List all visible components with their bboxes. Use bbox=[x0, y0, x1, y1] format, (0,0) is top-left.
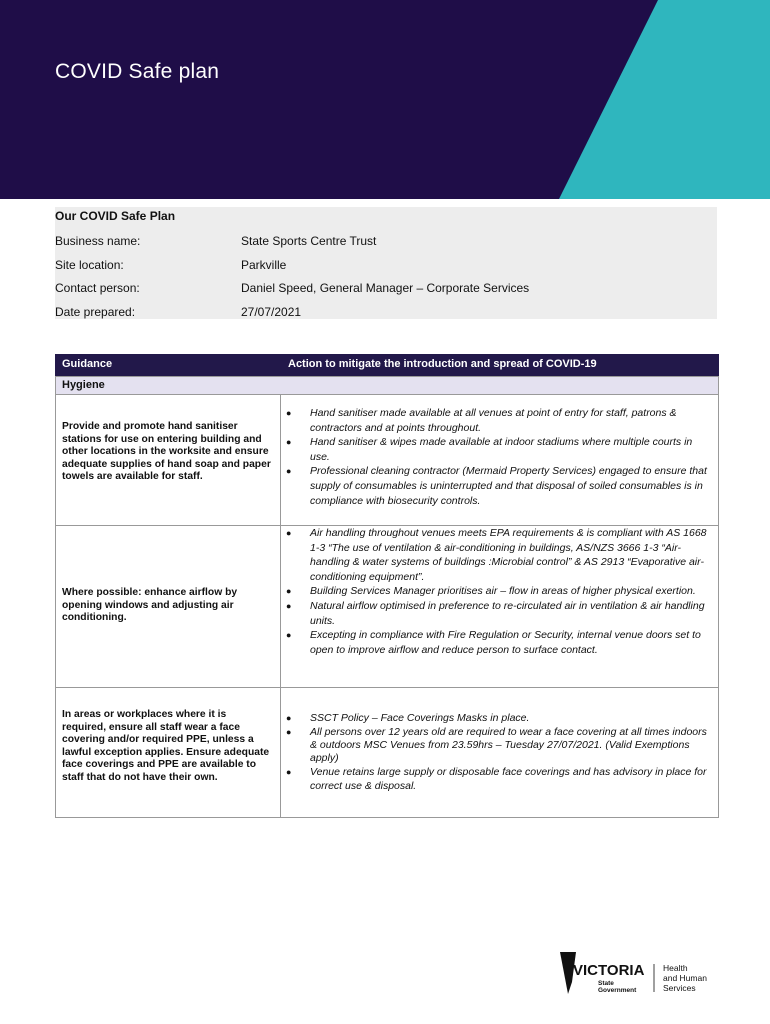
list-item: ● Hand sanitiser made available at all venues at point of entry for staff, patrons & contractors and at points throughout. bbox=[286, 407, 677, 434]
action-column-header: Action to mitigate the introduction and spread of COVID-19 bbox=[288, 358, 597, 370]
list-item: ● All persons over 12 years old are required to wear a face covering at all times indoors & outdoors MSC Venues from 23.59hrs – Tuesday 27/07/2021. (Valid Exemptions apply) bbox=[286, 725, 707, 764]
action-list bbox=[286, 526, 710, 657]
bullet-icon: ● bbox=[286, 466, 292, 477]
date-prepared-value: 27/07/2021 bbox=[241, 305, 302, 319]
list-item: ● Professional cleaning contractor (Mermaid Property Services) engaged to ensure that supply of consumables is uninterrupted and that disposal of soiled consumables is in compliance with biosecurity controls. bbox=[286, 465, 707, 507]
contact-person-label: Contact person: bbox=[55, 281, 140, 295]
bullet-icon: ● bbox=[286, 528, 292, 538]
list-item: ● SSCT Policy – Face Coverings Masks in place. bbox=[286, 712, 530, 724]
list-item: ● Hand sanitiser & wipes made available at indoor stadiums where multiple courts in use. bbox=[286, 436, 693, 463]
action-list bbox=[286, 711, 710, 794]
guidance-text: Where possible: enhance airflow by opening windows and adjusting air conditioning. bbox=[62, 587, 238, 624]
page-header-banner bbox=[0, 0, 770, 199]
bullet-icon: ● bbox=[286, 630, 292, 641]
dept-line-1: Health bbox=[663, 963, 688, 973]
table-header-row bbox=[55, 354, 719, 376]
plan-heading: Our COVID Safe Plan bbox=[55, 209, 176, 223]
site-location-label: Site location: bbox=[55, 258, 124, 272]
page-title: COVID Safe plan bbox=[55, 60, 220, 83]
list-item: ● Natural airflow optimised in preference to re-circulated air in ventilation & air handling units. bbox=[286, 599, 705, 627]
guidance-text: Provide and promote hand sanitiser stations for use on entering building and other locations in the worksite and ensure adequate supplies of hand soap and paper towels are available for staff. bbox=[62, 421, 271, 483]
bullet-icon: ● bbox=[286, 726, 292, 737]
dept-line-2: and Human bbox=[663, 973, 707, 983]
teal-stripe-graphic bbox=[0, 0, 770, 199]
logo-wordmark: VICTORIA bbox=[573, 962, 645, 979]
logo-sub-government: Government bbox=[598, 987, 637, 994]
bullet-icon: ● bbox=[286, 600, 292, 611]
business-name-value: State Sports Centre Trust bbox=[241, 234, 377, 248]
logo-sub-state: State bbox=[598, 980, 614, 987]
bullet-icon: ● bbox=[286, 713, 292, 723]
list-item: ● Building Services Manager prioritises air – flow in areas of higher physical exertion. bbox=[286, 585, 696, 598]
site-location-value: Parkville bbox=[241, 258, 287, 272]
bullet-icon: ● bbox=[286, 437, 292, 448]
guidance-text: In areas or workplaces where it is required, ensure all staff wear a face covering and/or required PPE, unless a lawful exception applies. Ensure adequate face coverings and PPE are available to staff that do not have their own. bbox=[62, 709, 270, 783]
section-title: Hygiene bbox=[62, 379, 105, 391]
list-item: ● Venue retains large supply or disposable face coverings and has advisory in place for correct use & disposal. bbox=[286, 765, 707, 793]
guidance-table bbox=[55, 354, 719, 818]
list-item: ● Air handling throughout venues meets EPA requirements & is compliant with AS 1668 1-3 “The use of ventilation & air-conditioning in buildings, AS/NZS 3666 1-3 “Air-handling & water systems of buildings :Microbial control” & AS 2913 “Evaporative air-conditioning equipment”. bbox=[286, 527, 707, 583]
hygiene-section-row bbox=[55, 376, 719, 395]
list-item: ● Excepting in compliance with Fire Regulation or Security, internal venue doors set to open to improve airflow and reduce person to surface contact. bbox=[286, 629, 701, 656]
bullet-icon: ● bbox=[286, 766, 292, 777]
victoria-government-logo bbox=[560, 952, 720, 1000]
dept-line-3: Services bbox=[663, 983, 696, 993]
business-name-label: Business name: bbox=[55, 234, 141, 248]
guidance-column-header: Guidance bbox=[62, 358, 113, 370]
table-row bbox=[55, 525, 719, 688]
plan-details-box bbox=[55, 207, 717, 319]
table-row bbox=[55, 687, 719, 818]
bullet-icon: ● bbox=[286, 408, 292, 418]
bullet-icon: ● bbox=[286, 586, 292, 597]
date-prepared-label: Date prepared: bbox=[55, 305, 136, 319]
table-row bbox=[55, 395, 719, 526]
contact-person-value: Daniel Speed, General Manager – Corporate Services bbox=[241, 281, 530, 295]
action-list bbox=[286, 406, 710, 508]
